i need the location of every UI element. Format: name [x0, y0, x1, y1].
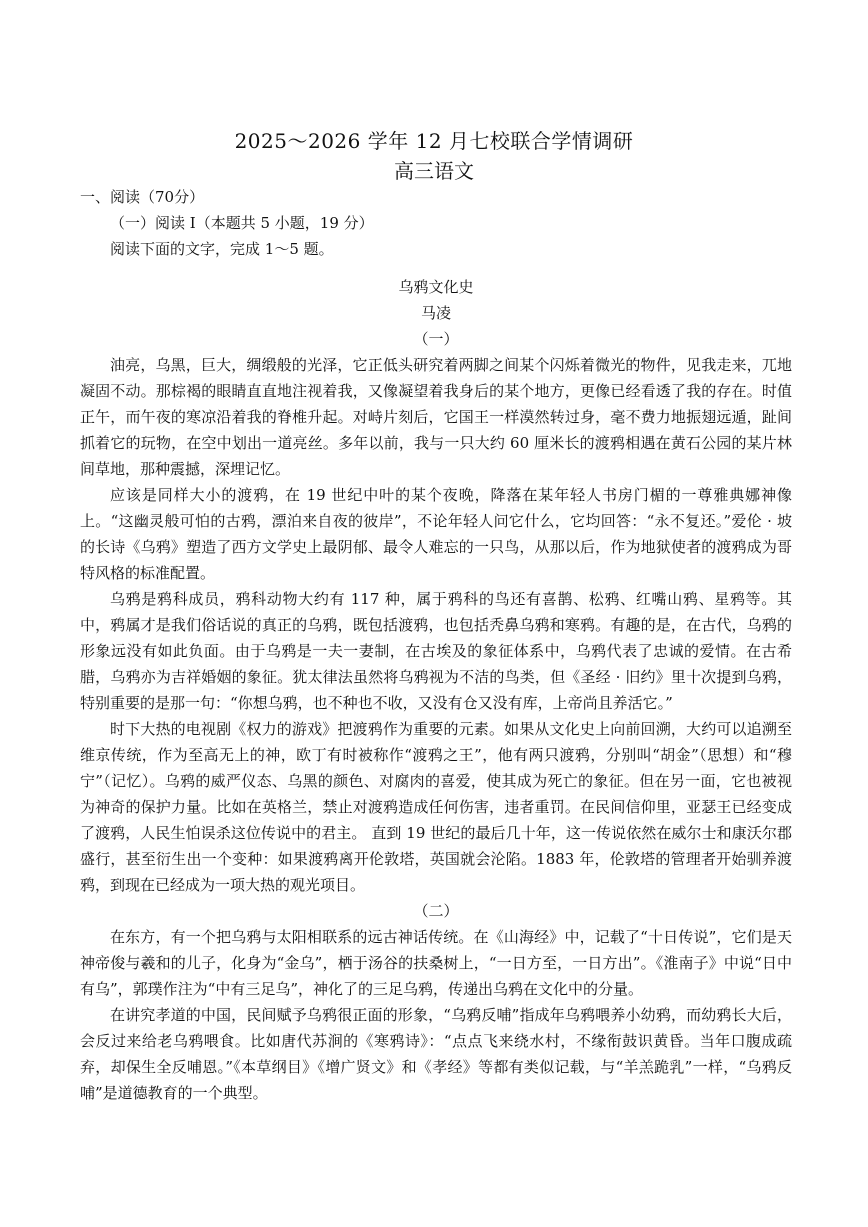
paragraph: 时下大热的电视剧《权力的游戏》把渡鸦作为重要的元素。如果从文化史上向前回溯，大约可以追溯至维京传统，作为至高无上的神，欧丁有时被称作“渡鸦之王”，他有两只渡鸦，分别叫“胡金”（思想）和“穆宁”（记忆）。乌鸦的威严仪态、乌黑的颜色、对腐肉的喜爱，使其成为死亡的象征。但在另一面，它也被视为神奇的保护力量。比如在英格兰，禁止对渡鸦造成任何伤害，违者重罚。在民间信仰里，亚瑟王已经变成了渡鸦，人民生怕误杀这位传说中的君主。 直到 19 世纪的最后几十年，这一传说依然在威尔士和康沃尔郡盛行，甚至衍生出一个变种：如果渡鸦离开伦敦塔，英国就会沦陷。1883 年，伦敦塔的管理者开始驯养渡鸦，到现在已经成为一项大热的观光项目。: [80, 720, 792, 894]
paragraph: 在讲究孝道的中国，民间赋予乌鸦很正面的形象，“乌鸦反哺”指成年乌鸦喂养小幼鸦，而幼鸦长大后，会反过来给老乌鸦喂食。比如唐代苏涧的《寒鸦诗》：“点点飞来绕水村，不缘衔鼓识黄昏。当年口腹成疏弃，却保生全反哺恩。”《本草纲目》《增广贤文》和《孝经》等都有类似记载，与“羊羔跪乳”一样，“乌鸦反哺”是道德教育的一个典型。: [80, 1006, 792, 1102]
article-title: 乌鸦文化史: [398, 278, 474, 296]
section-heading: 一、阅读（70分）: [80, 188, 205, 206]
paragraph: 应该是同样大小的渡鸦，在 19 世纪中叶的某个夜晚，降落在某年轻人书房门楣的一尊雅典娜神像上。“这幽灵般可怕的古鸦，漂泊来自夜的彼岸”，不论年轻人问它什么，它均回答：“永不复还。”爱伦 · 坡的长诗《乌鸦》塑造了西方文学史上最阴郁、最令人难忘的一只鸟，从那以后，作为地狱使者的渡鸦成为哥特风格的标准配置。: [80, 486, 792, 582]
exam-subtitle: 高三语文: [394, 159, 474, 183]
title-block: [0, 126, 868, 186]
exam-title: 2025～2026 学年 12 月七校联合学情调研: [234, 129, 634, 153]
paragraph: 乌鸦是鸦科成员，鸦科动物大约有 117 种，属于鸦科的鸟还有喜鹊、松鸦、红嘴山鸦、星鸦等。其中，鸦属才是我们俗话说的真正的乌鸦，既包括渡鸦，也包括秃鼻乌鸦和寒鸦。有趣的是，在古代，乌鸦的形象远没有如此负面。由于乌鸦是一夫一妻制，在古埃及的象征体系中，乌鸦代表了忠诚的爱情。在古希腊，乌鸦亦为吉祥婚姻的象征。犹太律法虽然将乌鸦视为不洁的鸟类，但《圣经 · 旧约》里十次提到乌鸦，特别重要的是那一句：“你想乌鸦，也不种也不收，又没有仓又没有库，上帝尚且养活它。”: [80, 590, 792, 712]
section-subheading: （一）阅读 I（本题共 5 小题，19 分）: [110, 214, 374, 232]
part-one-label: （一）: [413, 330, 459, 348]
paragraph: 在东方，有一个把乌鸦与太阳相联系的远古神话传统。在《山海经》中，记载了“十日传说”，它们是天神帝俊与羲和的儿子，化身为“金乌”，栖于汤谷的扶桑树上，“一日方至，一日方出”。《淮南子》中说“日中有乌”，郭璞作注为“中有三足乌”，神化了的三足乌鸦，传递出乌鸦在文化中的分量。: [80, 928, 792, 998]
reading-instruction: 阅读下面的文字，完成 1～5 题。: [110, 240, 334, 258]
exam-content: [80, 184, 792, 1106]
paragraph: 油亮，乌黑，巨大，绸缎般的光泽，它正低头研究着两脚之间某个闪烁着微光的物件，见我走来，兀地凝固不动。那棕褐的眼睛直直地注视着我，又像凝望着我身后的某个地方，更像已经看透了我的存在。时值正午，而午夜的寒凉沿着我的脊椎升起。对峙片刻后，它国王一样漠然转过身，毫不费力地振翅远遁，趾间抓着它的玩物，在空中划出一道亮丝。多年以前，我与一只大约 60 厘米长的渡鸦相遇在黄石公园的某片林间草地，那种震撼，深埋记忆。: [80, 356, 792, 478]
part-two-label: （二）: [413, 902, 459, 920]
article-author: 马凌: [420, 304, 451, 322]
